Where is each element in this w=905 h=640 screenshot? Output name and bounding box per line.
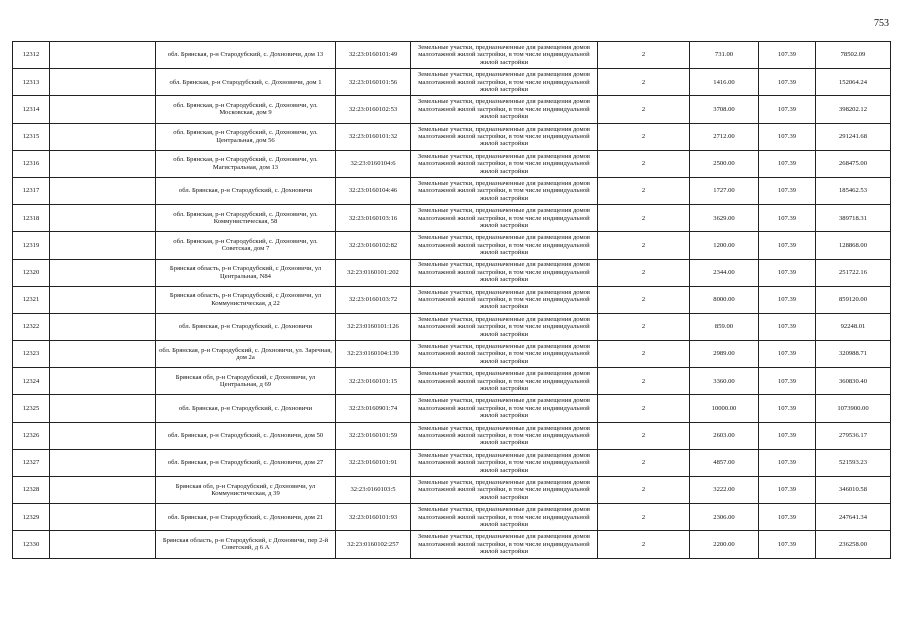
table-row <box>13 96 891 123</box>
table-row <box>13 531 891 558</box>
address-cell: Брянская обл, р-н Стародубский, с Дохновичи, ул Центральная, д 69 <box>156 368 336 395</box>
group-cell: 2 <box>598 449 690 476</box>
row-number-cell: 12328 <box>13 477 50 504</box>
rate-cell: 107.39 <box>759 477 816 504</box>
cadastral-value-cell: 247641.34 <box>816 504 891 531</box>
rate-cell: 107.39 <box>759 69 816 96</box>
land-category-cell: Земельные участки, предназначенные для размещения домов малоэтажной жилой застройки, в том числе индивидуальной жилой застройки <box>411 123 598 150</box>
table-row <box>13 313 891 340</box>
row-number-cell: 12330 <box>13 531 50 558</box>
blank-cell <box>50 177 156 204</box>
table-row <box>13 477 891 504</box>
address-cell: обл. Брянская, р-н Стародубский, с. Дохновичи, ул. Магистральная, дом 13 <box>156 150 336 177</box>
group-cell: 2 <box>598 42 690 69</box>
row-number-cell: 12324 <box>13 368 50 395</box>
cadastral-value-cell: 268475.00 <box>816 150 891 177</box>
blank-cell <box>50 42 156 69</box>
table-row <box>13 205 891 232</box>
land-category-cell: Земельные участки, предназначенные для размещения домов малоэтажной жилой застройки, в том числе индивидуальной жилой застройки <box>411 42 598 69</box>
group-cell: 2 <box>598 123 690 150</box>
group-cell: 2 <box>598 477 690 504</box>
table-row <box>13 449 891 476</box>
area-cell: 3360.00 <box>690 368 759 395</box>
area-cell: 1416.00 <box>690 69 759 96</box>
address-cell: Брянская область, р-н Стародубский, с Дохновичи, ул Центральная, N84 <box>156 259 336 286</box>
area-cell: 731.00 <box>690 42 759 69</box>
blank-cell <box>50 341 156 368</box>
group-cell: 2 <box>598 150 690 177</box>
rate-cell: 107.39 <box>759 368 816 395</box>
cadastral-number-cell: 32:23:0160104:6 <box>336 150 411 177</box>
land-category-cell: Земельные участки, предназначенные для размещения домов малоэтажной жилой застройки, в том числе индивидуальной жилой застройки <box>411 313 598 340</box>
land-category-cell: Земельные участки, предназначенные для размещения домов малоэтажной жилой застройки, в том числе индивидуальной жилой застройки <box>411 150 598 177</box>
cadastral-value-cell: 360830.40 <box>816 368 891 395</box>
table-row <box>13 504 891 531</box>
rate-cell: 107.39 <box>759 232 816 259</box>
cadastral-number-cell: 32:23:0160103:16 <box>336 205 411 232</box>
land-category-cell: Земельные участки, предназначенные для размещения домов малоэтажной жилой застройки, в том числе индивидуальной жилой застройки <box>411 232 598 259</box>
row-number-cell: 12314 <box>13 96 50 123</box>
group-cell: 2 <box>598 504 690 531</box>
blank-cell <box>50 368 156 395</box>
land-category-cell: Земельные участки, предназначенные для размещения домов малоэтажной жилой застройки, в том числе индивидуальной жилой застройки <box>411 449 598 476</box>
area-cell: 3629.00 <box>690 205 759 232</box>
address-cell: обл. Брянская, р-н Стародубский, с. Дохновичи, ул. Центральная, дом 56 <box>156 123 336 150</box>
cadastral-number-cell: 32:23:0160102:82 <box>336 232 411 259</box>
area-cell: 3222.00 <box>690 477 759 504</box>
address-cell: обл. Брянская, р-н Стародубский, с. Дохновичи, дом 13 <box>156 42 336 69</box>
address-cell: обл. Брянская, р-н Стародубский, с. Дохновичи <box>156 395 336 422</box>
row-number-cell: 12322 <box>13 313 50 340</box>
cadastral-value-cell: 152064.24 <box>816 69 891 96</box>
cadastral-value-cell: 78502.09 <box>816 42 891 69</box>
rate-cell: 107.39 <box>759 422 816 449</box>
group-cell: 2 <box>598 205 690 232</box>
rate-cell: 107.39 <box>759 449 816 476</box>
table-row <box>13 368 891 395</box>
group-cell: 2 <box>598 259 690 286</box>
cadastral-number-cell: 32:23:0160101:126 <box>336 313 411 340</box>
land-category-cell: Земельные участки, предназначенные для размещения домов малоэтажной жилой застройки, в том числе индивидуальной жилой застройки <box>411 531 598 558</box>
land-category-cell: Земельные участки, предназначенные для размещения домов малоэтажной жилой застройки, в том числе индивидуальной жилой застройки <box>411 259 598 286</box>
cadastral-number-cell: 32:23:0160102:257 <box>336 531 411 558</box>
row-number-cell: 12318 <box>13 205 50 232</box>
cadastral-number-cell: 32:23:0160101:59 <box>336 422 411 449</box>
rate-cell: 107.39 <box>759 286 816 313</box>
cadastral-number-cell: 32:23:0160103:5 <box>336 477 411 504</box>
rate-cell: 107.39 <box>759 42 816 69</box>
rate-cell: 107.39 <box>759 341 816 368</box>
rate-cell: 107.39 <box>759 123 816 150</box>
cadastral-number-cell: 32:23:0160101:15 <box>336 368 411 395</box>
land-category-cell: Земельные участки, предназначенные для размещения домов малоэтажной жилой застройки, в том числе индивидуальной жилой застройки <box>411 422 598 449</box>
cadastral-value-cell: 128868.00 <box>816 232 891 259</box>
blank-cell <box>50 449 156 476</box>
blank-cell <box>50 531 156 558</box>
table-row <box>13 42 891 69</box>
group-cell: 2 <box>598 531 690 558</box>
row-number-cell: 12326 <box>13 422 50 449</box>
blank-cell <box>50 477 156 504</box>
rate-cell: 107.39 <box>759 313 816 340</box>
address-cell: обл. Брянская, р-н Стародубский, с. Дохновичи, ул. Московская, дом 9 <box>156 96 336 123</box>
rate-cell: 107.39 <box>759 96 816 123</box>
cadastral-number-cell: 32:23:0160104:46 <box>336 177 411 204</box>
group-cell: 2 <box>598 395 690 422</box>
blank-cell <box>50 232 156 259</box>
rate-cell: 107.39 <box>759 150 816 177</box>
row-number-cell: 12313 <box>13 69 50 96</box>
rate-cell: 107.39 <box>759 531 816 558</box>
address-cell: обл. Брянская, р-н Стародубский, с. Дохновичи, ул. Советская, дом 7 <box>156 232 336 259</box>
row-number-cell: 12316 <box>13 150 50 177</box>
area-cell: 8000.00 <box>690 286 759 313</box>
blank-cell <box>50 286 156 313</box>
cadastral-value-cell: 1073900.00 <box>816 395 891 422</box>
area-cell: 2500.00 <box>690 150 759 177</box>
cadastral-number-cell: 32:23:0160102:53 <box>336 96 411 123</box>
cadastral-number-cell: 32:23:0160101:93 <box>336 504 411 531</box>
rate-cell: 107.39 <box>759 205 816 232</box>
group-cell: 2 <box>598 422 690 449</box>
address-cell: обл. Брянская, р-н Стародубский, с. Дохновичи, дом 27 <box>156 449 336 476</box>
table-row <box>13 150 891 177</box>
cadastral-value-cell: 279536.17 <box>816 422 891 449</box>
row-number-cell: 12320 <box>13 259 50 286</box>
cadastral-number-cell: 32:23:0160101:202 <box>336 259 411 286</box>
address-cell: обл. Брянская, р-н Стародубский, с. Дохновичи, ул. Заречная, дом 2а <box>156 341 336 368</box>
cadastral-number-cell: 32:23:0160101:91 <box>336 449 411 476</box>
blank-cell <box>50 313 156 340</box>
row-number-cell: 12319 <box>13 232 50 259</box>
land-category-cell: Земельные участки, предназначенные для размещения домов малоэтажной жилой застройки, в том числе индивидуальной жилой застройки <box>411 69 598 96</box>
rate-cell: 107.39 <box>759 259 816 286</box>
cadastral-value-cell: 859120.00 <box>816 286 891 313</box>
table-row <box>13 422 891 449</box>
blank-cell <box>50 150 156 177</box>
blank-cell <box>50 422 156 449</box>
area-cell: 2712.00 <box>690 123 759 150</box>
blank-cell <box>50 69 156 96</box>
address-cell: Брянская обл, р-н Стародубский, с Дохновичи, ул Коммунистическая, д 39 <box>156 477 336 504</box>
registry-body <box>13 42 891 559</box>
address-cell: обл. Брянская, р-н Стародубский, с. Дохновичи <box>156 313 336 340</box>
cadastral-value-cell: 346010.58 <box>816 477 891 504</box>
area-cell: 2989.00 <box>690 341 759 368</box>
table-row <box>13 259 891 286</box>
area-cell: 3708.00 <box>690 96 759 123</box>
cadastral-number-cell: 32:23:0160901:74 <box>336 395 411 422</box>
address-cell: обл. Брянская, р-н Стародубский, с. Дохновичи, дом 1 <box>156 69 336 96</box>
blank-cell <box>50 259 156 286</box>
address-cell: Брянская область, р-н Стародубский, с Дохновичи, ул Коммунистическая, д 22 <box>156 286 336 313</box>
cadastral-number-cell: 32:23:0160101:56 <box>336 69 411 96</box>
group-cell: 2 <box>598 177 690 204</box>
blank-cell <box>50 96 156 123</box>
area-cell: 2200.00 <box>690 531 759 558</box>
table-row <box>13 286 891 313</box>
row-number-cell: 12327 <box>13 449 50 476</box>
address-cell: обл. Брянская, р-н Стародубский, с. Дохновичи <box>156 177 336 204</box>
row-number-cell: 12312 <box>13 42 50 69</box>
land-category-cell: Земельные участки, предназначенные для размещения домов малоэтажной жилой застройки, в том числе индивидуальной жилой застройки <box>411 205 598 232</box>
blank-cell <box>50 395 156 422</box>
land-category-cell: Земельные участки, предназначенные для размещения домов малоэтажной жилой застройки, в том числе индивидуальной жилой застройки <box>411 395 598 422</box>
table-row <box>13 232 891 259</box>
blank-cell <box>50 205 156 232</box>
land-category-cell: Земельные участки, предназначенные для размещения домов малоэтажной жилой застройки, в том числе индивидуальной жилой застройки <box>411 341 598 368</box>
table-row <box>13 123 891 150</box>
cadastral-number-cell: 32:23:0160101:49 <box>336 42 411 69</box>
registry-table <box>12 41 891 559</box>
address-cell: обл. Брянская, р-н Стародубский, с. Дохновичи, ул. Коммунистическая, 58 <box>156 205 336 232</box>
group-cell: 2 <box>598 96 690 123</box>
rate-cell: 107.39 <box>759 504 816 531</box>
table-row <box>13 395 891 422</box>
address-cell: обл. Брянская, р-н Стародубский, с. Дохновичи, дом 21 <box>156 504 336 531</box>
area-cell: 2344.00 <box>690 259 759 286</box>
land-category-cell: Земельные участки, предназначенные для размещения домов малоэтажной жилой застройки, в том числе индивидуальной жилой застройки <box>411 286 598 313</box>
land-category-cell: Земельные участки, предназначенные для размещения домов малоэтажной жилой застройки, в том числе индивидуальной жилой застройки <box>411 177 598 204</box>
group-cell: 2 <box>598 313 690 340</box>
row-number-cell: 12325 <box>13 395 50 422</box>
area-cell: 859.00 <box>690 313 759 340</box>
area-cell: 1200.00 <box>690 232 759 259</box>
area-cell: 2306.00 <box>690 504 759 531</box>
cadastral-value-cell: 236258.00 <box>816 531 891 558</box>
address-cell: Брянская область, р-н Стародубский, с Дохновичи, пер 2-й Советский, д 6 А <box>156 531 336 558</box>
cadastral-number-cell: 32:23:0160101:32 <box>336 123 411 150</box>
row-number-cell: 12323 <box>13 341 50 368</box>
table-row <box>13 177 891 204</box>
area-cell: 4857.00 <box>690 449 759 476</box>
row-number-cell: 12321 <box>13 286 50 313</box>
row-number-cell: 12317 <box>13 177 50 204</box>
land-category-cell: Земельные участки, предназначенные для размещения домов малоэтажной жилой застройки, в том числе индивидуальной жилой застройки <box>411 504 598 531</box>
land-category-cell: Земельные участки, предназначенные для размещения домов малоэтажной жилой застройки, в том числе индивидуальной жилой застройки <box>411 477 598 504</box>
rate-cell: 107.39 <box>759 395 816 422</box>
cadastral-value-cell: 291241.68 <box>816 123 891 150</box>
land-category-cell: Земельные участки, предназначенные для размещения домов малоэтажной жилой застройки, в том числе индивидуальной жилой застройки <box>411 368 598 395</box>
cadastral-value-cell: 398202.12 <box>816 96 891 123</box>
area-cell: 2603.00 <box>690 422 759 449</box>
group-cell: 2 <box>598 341 690 368</box>
row-number-cell: 12315 <box>13 123 50 150</box>
cadastral-value-cell: 251722.16 <box>816 259 891 286</box>
page-number: 753 <box>874 18 889 29</box>
blank-cell <box>50 123 156 150</box>
area-cell: 10000.00 <box>690 395 759 422</box>
cadastral-value-cell: 92248.01 <box>816 313 891 340</box>
row-number-cell: 12329 <box>13 504 50 531</box>
blank-cell <box>50 504 156 531</box>
land-category-cell: Земельные участки, предназначенные для размещения домов малоэтажной жилой застройки, в том числе индивидуальной жилой застройки <box>411 96 598 123</box>
address-cell: обл. Брянская, р-н Стародубский, с. Дохновичи, дом 50 <box>156 422 336 449</box>
group-cell: 2 <box>598 368 690 395</box>
rate-cell: 107.39 <box>759 177 816 204</box>
cadastral-number-cell: 32:23:0160103:72 <box>336 286 411 313</box>
cadastral-value-cell: 389718.31 <box>816 205 891 232</box>
table-row <box>13 341 891 368</box>
group-cell: 2 <box>598 286 690 313</box>
cadastral-number-cell: 32:23:0160104:139 <box>336 341 411 368</box>
cadastral-value-cell: 521593.23 <box>816 449 891 476</box>
group-cell: 2 <box>598 232 690 259</box>
cadastral-value-cell: 185462.53 <box>816 177 891 204</box>
table-row <box>13 69 891 96</box>
cadastral-value-cell: 320988.71 <box>816 341 891 368</box>
group-cell: 2 <box>598 69 690 96</box>
area-cell: 1727.00 <box>690 177 759 204</box>
